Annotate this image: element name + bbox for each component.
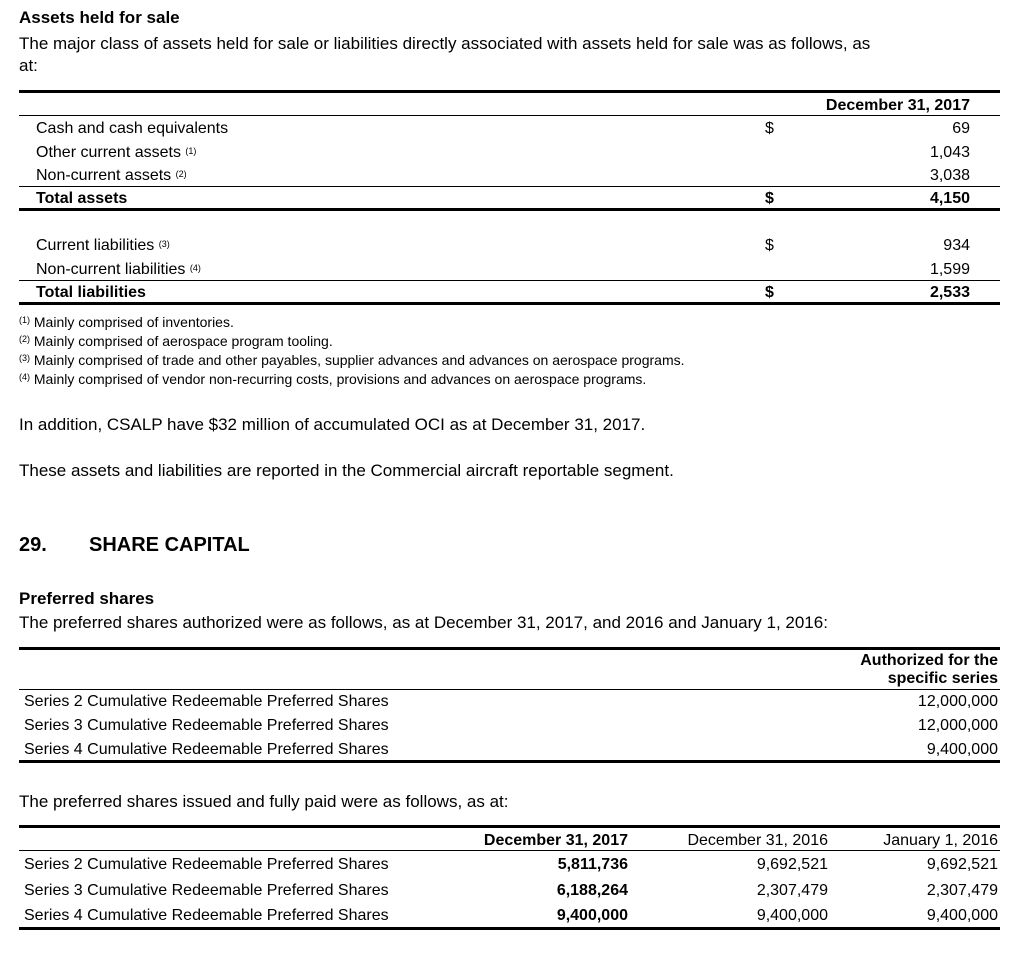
column-header: December 31, 2017 [825, 97, 970, 114]
section-number: 29. [19, 534, 47, 556]
subtotal-rule [19, 186, 1000, 187]
paragraph: These assets and liabilities are reported in the Commercial aircraft reportable segment. [19, 461, 674, 480]
table-row-label: Series 4 Cumulative Redeemable Preferred Shares [24, 741, 389, 758]
table-top-rule [19, 647, 1000, 650]
currency-symbol: $ [765, 120, 774, 137]
currency-symbol: $ [765, 284, 774, 301]
table-row-label: Non-current liabilities $^{(4)}$ [36, 261, 201, 278]
currency-symbol: $ [765, 237, 774, 254]
column-header: January 1, 2016 [883, 832, 998, 849]
table-row-label: Series 2 Cumulative Redeemable Preferred Shares [24, 856, 389, 873]
total-value: 4,150 [929, 190, 970, 207]
intro-text: The major class of assets held for sale or liabilities directly associated with assets held for sale was as follows, as [19, 34, 871, 53]
header-rule [19, 850, 1000, 851]
paragraph: In addition, CSALP have $32 million of accumulated OCI as at December 31, 2017. [19, 415, 646, 434]
total-value: 2,533 [929, 284, 970, 301]
table-cell-value: 9,692,521 [926, 856, 998, 873]
table-cell-value: 6,188,264 [556, 882, 628, 899]
footnote-ref: (2) [175, 169, 187, 179]
footnote: $^{(2)}$ Mainly comprised of aerospace program tooling. [19, 333, 333, 349]
table-cell-value: 9,692,521 [756, 856, 828, 873]
table-cell-value: 934 [943, 237, 970, 254]
table-cell-value: 3,038 [929, 167, 970, 184]
table-row-label: Series 3 Cumulative Redeemable Preferred Shares [24, 717, 389, 734]
table-row-label: Current liabilities $^{(3)}$ [36, 237, 170, 254]
total-row-label: Total assets [36, 190, 128, 207]
intro-text: The preferred shares issued and fully paid were as follows, as at: [19, 792, 509, 811]
table-cell-value: 5,811,736 [557, 856, 628, 873]
footnote: $^{(1)}$ Mainly comprised of inventories. [19, 314, 234, 330]
table-row-label: Series 4 Cumulative Redeemable Preferred Shares [24, 907, 389, 924]
footnote-ref: (4) [189, 263, 201, 273]
table-row-label: Other current assets $^{(1)}$ [36, 144, 197, 161]
section-heading: Assets held for sale [19, 8, 180, 27]
header-rule [19, 689, 1000, 690]
table-top-rule [19, 825, 1000, 828]
section-title: SHARE CAPITAL [89, 534, 250, 556]
total-rule [19, 302, 1000, 305]
total-rule [19, 208, 1000, 211]
subtotal-rule [19, 280, 1000, 281]
table-bottom-rule [19, 927, 1000, 930]
table-cell-value: 12,000,000 [917, 717, 998, 734]
total-row-label: Total liabilities [36, 284, 146, 301]
footnote-ref: (1) [185, 146, 197, 156]
header-rule [19, 115, 1000, 116]
table-row-label: Non-current assets $^{(2)}$ [36, 167, 187, 184]
table-cell-value: 12,000,000 [917, 693, 998, 710]
footnote: $^{(4)}$ Mainly comprised of vendor non-recurring costs, provisions and advances on aerospace programs. [19, 371, 647, 387]
table-bottom-rule [19, 760, 1000, 763]
currency-symbol: $ [765, 190, 774, 207]
table-cell-value: 9,400,000 [556, 907, 628, 924]
table-cell-value: 1,599 [929, 261, 970, 278]
table-cell-value: 9,400,000 [756, 907, 828, 924]
footnote-ref: (3) [158, 239, 170, 249]
table-cell-value: 69 [952, 120, 970, 137]
column-header: December 31, 2016 [687, 832, 828, 849]
table-cell-value: 1,043 [929, 144, 970, 161]
intro-text-cont: at: [19, 56, 38, 75]
table-row-label: Series 3 Cumulative Redeemable Preferred Shares [24, 882, 389, 899]
table-top-rule [19, 90, 1000, 93]
column-header: Authorized for the [860, 652, 998, 669]
column-header: December 31, 2017 [483, 832, 628, 849]
column-header: specific series [887, 670, 998, 687]
footnote: $^{(3)}$ Mainly comprised of trade and other payables, supplier advances and advances on aerospace programs. [19, 352, 685, 368]
intro-text: The preferred shares authorized were as follows, as at December 31, 2017, and 2016 and January 1, 2016: [19, 613, 828, 632]
table-cell-value: 2,307,479 [926, 882, 998, 899]
table-row-label: Series 2 Cumulative Redeemable Preferred Shares [24, 693, 389, 710]
table-row-label: Cash and cash equivalents [36, 120, 229, 137]
table-cell-value: 9,400,000 [926, 907, 998, 924]
table-cell-value: 2,307,479 [756, 882, 828, 899]
table-cell-value: 9,400,000 [926, 741, 998, 758]
subheading: Preferred shares [19, 589, 155, 608]
